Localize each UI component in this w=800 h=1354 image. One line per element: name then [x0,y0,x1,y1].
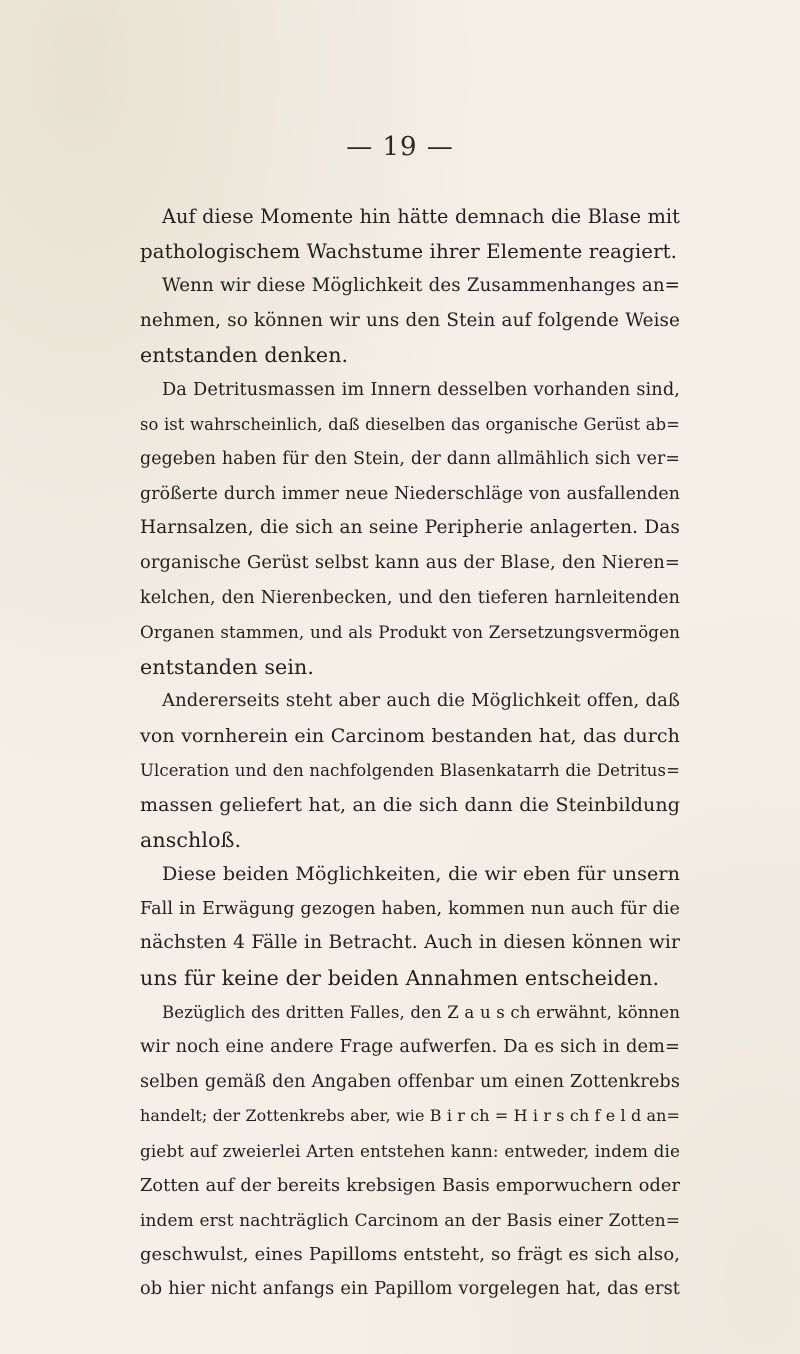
text-line: massen geliefert hat, an die sich dann die Steinbildung [140,794,680,817]
text-line: Da Detritusmassen im Innern desselben vorhanden sind, [162,379,680,400]
text-line: indem erst nachträglich Carcinom an der Basis einer Zotten= [140,1210,680,1231]
text-line: so ist wahrscheinlich, daß dieselben das organische Gerüst ab= [140,414,680,434]
text-line: organische Gerüst selbst kann aus der Blase, den Nieren= [140,551,680,573]
text-line: Zotten auf der bereits krebsigen Basis emporwuchern oder [140,1175,680,1196]
text-line: kelchen, den Nierenbecken, und den tieferen harnleitenden [140,587,680,608]
text-line: Harnsalzen, die sich an seine Peripherie anlagerten. Das [140,517,680,539]
text-line: Fall in Erwägung gezogen haben, kommen nun auch für die [140,898,680,919]
text-line: entstanden denken. [140,343,349,368]
text-line: Ulceration und den nachfolgenden Blasenkatarrh die Detritus= [140,760,680,780]
text-line: ob hier nicht anfangs ein Papillom vorgelegen hat, das erst [140,1279,680,1300]
text-line: nächsten 4 Fälle in Betracht. Auch in diesen können wir [140,932,680,954]
text-line: handelt; der Zottenkrebs aber, wie B i r ch = H i r s ch f e l d an= [140,1106,680,1126]
text-line: geschwulst, eines Papilloms entsteht, so frägt es sich also, [140,1243,680,1265]
text-line: von vornherein ein Carcinom bestanden hat, das durch [140,724,680,747]
text-line: Bezüglich des dritten Falles, den Z a u s ch erwähnt, können [162,1002,680,1022]
text-line: Organen stammen, und als Produkt von Zersetzungsvermögen [140,622,680,643]
text-line: anschloß. [140,827,242,852]
text-line: giebt auf zweierlei Arten entstehen kann: entweder, indem die [140,1141,680,1162]
text-line: Auf diese Momente hin hätte demnach die Blase mit [162,205,680,228]
text-line: Diese beiden Möglichkeiten, die wir eben für unsern [162,862,680,886]
text-line: pathologischem Wachstume ihrer Elemente reagiert. [140,239,678,263]
text-line: wir noch eine andere Frage aufwerfen. Da es sich in dem= [140,1036,680,1058]
text-line: nehmen, so können wir uns den Stein auf folgende Weise [140,309,680,331]
text-line: selben gemäß den Angaben offenbar um einen Zottenkrebs [140,1071,680,1092]
text-line: gegeben haben für den Stein, der dann allmählich sich ver= [140,449,680,470]
page-number: — 19 — [346,132,454,162]
text-line: uns für keine der beiden Annahmen entscheiden. [140,966,660,991]
text-line: Wenn wir diese Möglichkeit des Zusammenhanges an= [162,275,680,297]
text-line: Andererseits steht aber auch die Möglichkeit offen, daß [162,690,680,712]
text-line: entstanden sein. [140,654,315,679]
body-text [140,200,680,1307]
text-line: größerte durch immer neue Niederschläge von ausfallenden [140,483,680,504]
